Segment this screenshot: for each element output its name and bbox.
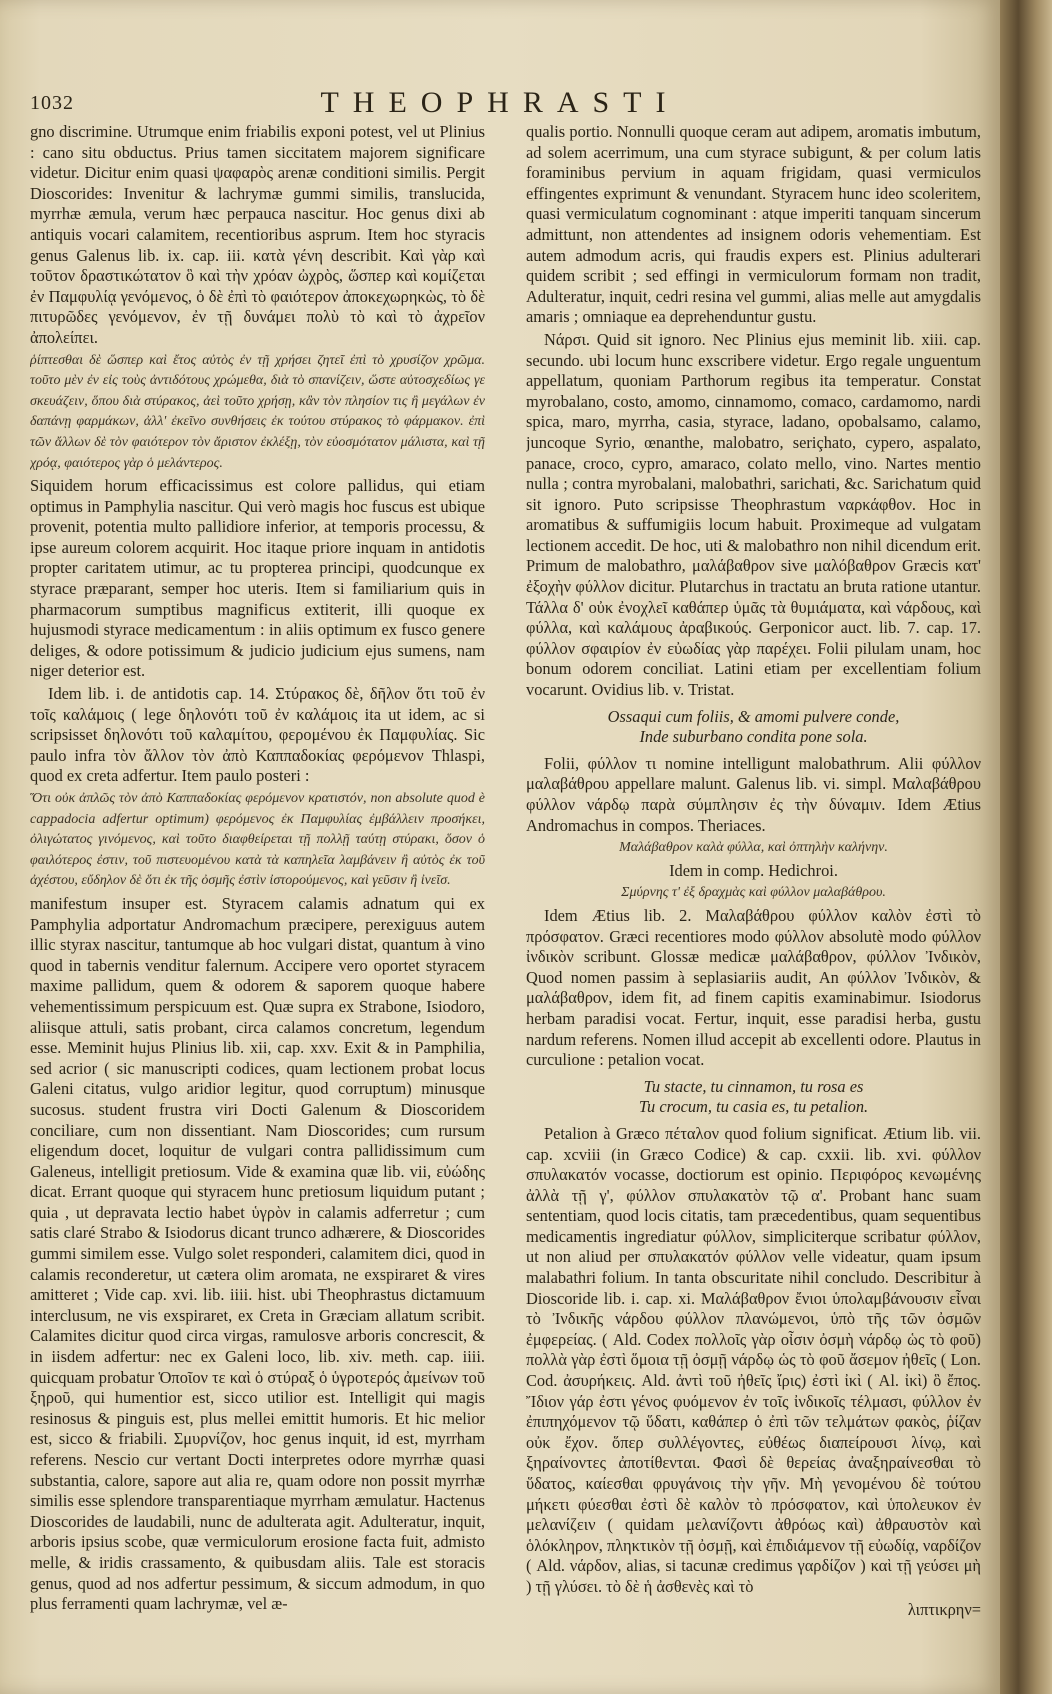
paragraph: manifestum insuper est. Styracem calamis adnatum qui ex Pamphylia adportatur Andromachum præcipere, perexiguus autem illic styrax nascitur, tantumque ab hoc vulgari distat, quantum à vino quod in tabernis venditur falernum. Accipere vero oportet styracem maxime pallidum, quem & odorem & saporem quoque habere vehementissimum perspicuum est. Quæ supra ex Strabone, Isiodoro, aliisque attuli, satis probant, circa calamos concretum, legendum esse. Meminit hujus Plinius lib. xii, cap. xxv. Exit & in Pamphilia, sed acrior ( sic manuscripti codices, quam lectionem probat locus Galeni citatus, vulgo aridior legitur, quod corruptum) minusque sucosus. student frustra viri Docti Galenum & Dioscoridem conciliare, cum non dissentiant. Nam Dioscorides; cum rursum eligendum docet, loquitur de vulgari contra pallidissimum cum Galeneus, intelligit pretiosum. Vide & examina quæ lib. vii, εὐώδης dicat. Errant quoque qui styracem hunc pretiosum liquidum putant ; quia , ut depravata lectio habet ὑγρὸν in calamis adferretur ; cum satis claré Strabo & Isiodorus dicant trunco adhærere, & Dioscorides gummi similem esse. Vulgo solet responderi, calamitem dici, quod in calamis reconderetur, ut cætera olim aromata, ne exspiraret & vires amitteret ; Vide cap. xvi. lib. iiii. hist. ubi Theophrastus dictamuum interclusum, ne vis exspiraret, ex Creta in Græciam allatum scribit. Calamites dicitur quod circa virgas, ramulosve arboris concrescit, & in iisdem adfertur: nec ex Galeni loco, lib. xiv. meth. cap. iiii. quicquam probatur Ὁποῖον τε καὶ ὁ στύραξ ὁ ὑγροτερός ἀμείνων τοῦ ξηροῦ, qui humentior est, sicco utilior est. Intelligit qui magis resinosus & pinguis est, plus mellei emittit humoris. Et hic melior est, sicco & friabili. Σμυρνίζον, hoc genus inquit, id est, myrrham referens. Nescio cur vertant Docti interpretes odore myrrhæ quasi substantia, calore, sapore aut alia re, quam odore non possit myrrhæ similis esse splendore transparentiaque myrrham æmulatur. Hactenus Dioscorides de laudabili, nunc de adulterata agit. Adulteratur, inquit, arboris ipsius scobe, quæ vermiculorum erosione facta fuit, admisto melle, & iridis crassamento, & quibusdam aliis. Tale est storacis genus, quod ad nos adfertur pessimum, & siccum admodum, in quo plus ferramenti quam lachrymæ, vel æ- [30, 893, 485, 1614]
greek-line: Μαλάβαθρον καλὰ φύλλα, καὶ ὀπτηλὴν καλήνην. [619, 840, 888, 856]
section-heading: Idem in comp. Hedichroi. [669, 860, 838, 880]
running-title: THEOPHRASTI [320, 86, 680, 119]
paragraph: gno discrimine. Utrumque enim friabilis exponi potest, vel ut Plinius : cano situ obductus. Prius tamen siccitatem majorem significare videtur. Dicitur enim quasi ψαφαρὸς arenæ conditioni similis. Pergit Dioscorides: Invenitur & lachrymæ gummi similis, translucida, myrrhæ æmula, verum hæc perpauca nascitur. Hoc genus dixi ab antiquis vocari calamitem, recentioribus asprum. Item hoc styracis genus Galenus lib. ix. cap. iii. κατὰ γένη describit. Καὶ γὰρ καὶ τοῦτον δραστικώτατον ὃ καὶ τὴν χρόαν ὠχρὸς, ὥσπερ καὶ κομίζεται ἐν Παμφυλίᾳ γενόμενος, ὁ δὲ ἐπὶ τὸ φαιότερον ἀποκεχωρηκὼς, τὸ δὲ πιτυρῶδες γενόμενον, ἐν τῇ δυνάμει πολὺ τὸ καὶ τὸ ἀχρεῖον ἀπολείπει. [30, 122, 485, 347]
left-column [30, 122, 485, 1682]
greek-passage: ῥίπτεσθαι δὲ ὥσπερ καὶ ἔτος αὐτὸς ἐν τῇ χρήσει ζητεῖ ἐπὶ τὸ χρυσίζον χρῶμα. τοῦτο μὲν ἐν εἰς τοὺς ἀντιδότους χρώμεθα, διὰ τὸ σπανίζειν, ὥστε αὐτοσχεδίως γε σκευάζειν, ὅπου διὰ στύρακος, ἀεὶ τοῦτο χρήσῃ, κἂν τὸν πλησίον τις ἢ μεγάλων ἐν δαπάνῃ φαρμάκων, ἀλλ' ἐκεῖνο συνθήσεις ἐκ τούτου στύρακος τὸ φάρμακον. ἐπὶ τῶν ἄλλων δὲ τὸν φαιότερον τὸν ἄριστον ἐκλέξῃ, τὸν εὐοσμότατον μάλιστα, καὶ τῇ χρόᾳ, φαιότερος γὰρ ὁ μελάντερος. [30, 352, 485, 471]
page-header [30, 86, 970, 120]
right-column [526, 122, 981, 1682]
verse-quote [526, 707, 981, 748]
greek-line: Σμύρνης τ' ἐξ δραχμὰς καὶ φύλλον μαλαβάθρου. [621, 885, 886, 901]
paragraph: Folii, φύλλον τι nomine intelligunt malobathrum. Alii φύλλον μαλαβάθρου appellare malunt. Galenus lib. vi. simpl. Μαλαβάθρου φύλλον νάρδῳ παρὰ σύμπλησιν ἐς τὴν δύναμιν. Idem Ætius Andromachus in compos. Theriaces. [526, 753, 981, 835]
page-number: 1032 [30, 92, 74, 114]
book-binding-edge [1000, 0, 1052, 1694]
paragraph: qualis portio. Nonnulli quoque ceram aut adipem, aromatis imbutum, ad solem acerrimum, una cum styrace subigunt, & per colum latis foraminibus pervium in aquam frigidam, quasi vermiculos effingentes exprimunt & venundant. Styracem hunc ideo scoleritem, quasi vermiculatum cognominant : atque imperiti tanquam sincerum admittunt, non attendentes ad insignem odoris vehementiam. Est autem admodum acris, qui fraudis expers est. Plinius adulterari quidem scribit ; sed effingi in vermiculorum formam non tradit, Adulteratur, inquit, cedri resina vel gummi, alias melle aut amygdalis amaris ; omniaque ea deprehenduntur gustu. [526, 122, 981, 327]
paragraph: Idem lib. i. de antidotis cap. 14. Στύρακος δὲ, δῆλον ὅτι τοῦ ἐν τοῖς καλάμοις ( lege δηλονότι τοῦ ἐν καλάμοις ita ut idem, ac si scripsisset δηλονότι τοῦ καλαμίτου, φερομένου ἐκ Παμφυλίας. Sic paulo infra τὸν ἄλλον τὸν ἀπὸ Καππαδοκίας φερόμενον Thlaspi, quod ex creta adfertur. Item paulo posteri : [30, 684, 485, 786]
paragraph: Siquidem horum efficacissimus est colore pallidus, qui etiam optimus in Pamphylia nascitur. Qui verò magis hoc fuscus est ubique provenit, potentia multo pallidiore inferior, at temporis processu, & ipse aureum colorem acquirit. Hoc itaque priore inquam in antidotis propter caritatem utimur, ac tu propterea principi, quodcunque ex styrace præparant, semper hoc uteris. Item si familiarium quis in pharmacorum sumptibus magnificus extiterit, illi quoque ex hujusmodi styrace medicamentum : in aliis optimum ex fusco genere deliges, & odore potissimum & judicio judicium ejus sumens, nam niger deterior est. [30, 476, 485, 681]
verse-line: Tu stacte, tu cinnamon, tu rosa es [643, 1076, 864, 1096]
greek-passage: Ὅτι οὐκ ἀπλῶς τὸν ἀπὸ Καππαδοκίας φερόμενον κρατιστόν, non absolute quod è cappadocia adfertur optimum) φερόμενος ἐκ Παμφυλίας ἐμβάλλειν προσήκει, ὀλιγώτατος γινόμενος, καὶ τοῦτο διαφθείρεται τῇ πολλῇ ταύτῃ στύρακι, ὅσον ὁ φαιλότερος ἐστιν, τοῦ πιστευομένου κατὰ τὰ καπηλεῖα λαμβάνειν ἢ αὐτὸς ἐκ τοῦ ἀχέστου, εὔδηλον δὲ ὅτι ἐκ τῆς ὀσμῆς ἐστὶν ἰστορούμενος, καὶ γεῦσιν ἢ ἰνεῖσ. [30, 791, 485, 889]
verse-line: Inde suburbano condita pone sola. [639, 727, 868, 747]
paragraph: Νάρσι. Quid sit ignoro. Nec Plinius ejus meminit lib. xiii. cap. secundo. ubi locum hunc exscribere videtur. Ergo regale unguentum appellatum, quoniam Parthorum regibus ita temperatur. Constat myrobalano, costo, amomo, cinnamomo, comaco, cardamomo, nardi spica, maro, myrrha, casia, styrace, ladano, opobalsamo, calamo, juncoque Syrio, œnanthe, malobatro, seriçhato, cypero, aspalato, panace, croco, cypro, amaraco, colato mello, vino. Nartes mentio nulla ; contra myrobalani, malobathri, sarichati, &c. Sarichatum quid sit ignoro. Puto scripsisse Theophrastum ναρκάφθον. Hoc in aromatibus & suffumigiis locum habuit. Proximeque ad vulgatam lectionem accedit. De hoc, uti & malobathro non nihil dicendum erit. Primum de malobathro, μαλάβαθρον sive μαλόβαθρον Græcis κατ' ἐξοχὴν φύλλον dicitur. Plutarchus in tractatu an bruta ratione utantur. Τάλλα δ' οὐκ ἐνοχλεῖ καθάπερ ὑμᾶς τὰ θυμιάματα, καὶ νάρδους, καὶ φύλλα, καὶ καλάμους ἀραβικούς. Gerponicor auct. lib. 7. cap. 17. φύλλον σφαιρίον ἐν εὐωδίας γὰρ παρέχει. Folii pilulam unam, hoc bonum odorem conciliat. Latini etiam per excellentiam folium vocarunt. Ovidius lib. v. Tristat. [526, 329, 981, 700]
catchword: λιπτικρην= [907, 1599, 981, 1619]
verse-line: Tu crocum, tu casia es, tu petalion. [638, 1097, 869, 1117]
verse-line: Ossaqui cum foliis, & amomi pulvere conde, [607, 706, 900, 726]
paragraph: Petalion à Græco πέταλον quod folium significat. Ætium lib. vii. cap. xcviii (in Græco Codice) & cap. cxxii. lib. xvi. φύλλον σπυλακατόν vocasse, doctiorum est opinio. Περιφόρος κενωμένης ἀλλὰ τῇ γ', φύλλον σπυλακατὸν τῷ α'. Probant hanc suam sententiam, quod locis citatis, tam præcedentibus, quam sequentibus medicamentis ingrediatur φύλλον, simpliciterque scribatur φύλλον, ut non aliud per σπυλακατόν φύλλον velle videatur, quam ipsum malabathri folium. In tanta obscuritate nihil concludo. Describitur à Dioscoride lib. i. cap. xi. Μαλάβαθρον ἔνιοι ὑπολαμβάνουσιν εἶναι τὸ Ἰνδικῆς νάρδου φύλλον πλανώμενοι, ὑπὸ τῆς τῶν ὀσμῶν ἐμφερείας. ( Ald. Codex πολλοῖς γὰρ οἶσιν ὀσμὴ νάρδῳ ὡς τὸ φοῦ) πολλὰ γὰρ ἐστὶ ὅμοια τῇ ὀσμῇ νάρδῳ ὡς τὸ φοῦ ἄσεμον ἠθεῖς ( Lon. Cod. ἀσυρήκεις. Ald. ἀντὶ τοῦ ἠθεῖς ἴρις) ἐστὶ ἰκὶ ( Al. ἰκὶ) ὃ ἔπος. Ἴδιον γάρ ἐστι γένος φυόμενον ἐν τοῖς ἰνδικοῖς τέλμασι, φύλλον ἐν ἐπιπηχόμενον τῷ ὕδατι, καθάπερ ὁ ἐπὶ τῶν τελμάτων φακὸς, ῥίζαν οὐκ ἔχον. ὅπερ συλλέγοντες, εὐθέως διαπείρουσι λίνῳ, καὶ ξηραίνοντες ἀποτίθενται. Φασὶ δὲ θερείας ἀναξηραίνεσθαι τὸ ὕδατος, καίεσθαι φρυγάνοις τὴν γῆν. Μὴ γενομένου δὲ τούτου μήκετι φύεσθαι ἐστὶ δὲ καλὸν τὸ πρόσφατον, καὶ ὑπολευκον ἐν μελανίζειν ( quidam μελανίζοντι ἀθρόως καὶ) ἀθραυστὸν καὶ ὁλόκληρον, πληκτικὸν τῇ ὀσμῇ, καὶ ἐπιδιάμενον τῇ εὐωδίᾳ, ναρδίζον ( Ald. νάρδον, alias, si tacunæ credimus γαρδίζον ) καὶ τῇ γεύσει μὴ ) τῇ γλύσει. τὸ δὲ ἡ ἀσθενὲς καὶ τὸ [526, 1123, 981, 1596]
paragraph: Idem Ætius lib. 2. Μαλαβάθρου φύλλον καλὸν ἐστὶ τὸ πρόσφατον. Græci recentiores modo φύλλον absolutè modo φύλλον ἰνδικὸν scribunt. Glossæ medicæ μαλάβαθρον, φύλλον Ἰνδικὸν, Quod nomen passim à seplasiariis audit, An φύλλον Ἰνδικὸν, & μαλάβαθρον, idem fit, ad finem capitis examinabimur. Isiodorus herbam paradisi vocat. Fertur, inquit, esse paradisi herba, gustu nardum referens. Nomen illud accepit ab excellenti odore. Plautus in curculione : petalion vocat. [526, 905, 981, 1070]
verse-quote [526, 1077, 981, 1118]
